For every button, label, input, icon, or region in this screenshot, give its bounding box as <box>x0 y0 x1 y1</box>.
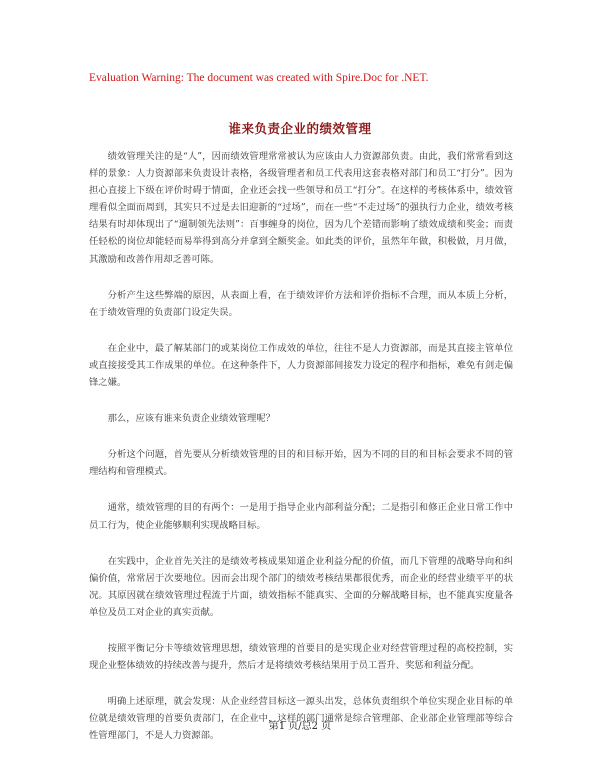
paragraph: 明确上述原理，就会发现：从企业经营目标这一源头出发，总体负责组织个单位实现企业目标的单位就是绩效管理的首要负责部门，在企业中，这样的部门通常是综合管理部、企业部企业管理部等综合性管理部门，不是人力资源部。 <box>89 696 513 742</box>
evaluation-warning: Evaluation Warning: The document was created with Spire.Doc for .NET. <box>89 72 429 84</box>
document-title: 谁来负责企业的绩效管理 <box>228 121 372 136</box>
paragraph: 分析这个问题，首先要从分析绩效管理的目的和目标开始，因为不同的目的和目标会要求不同的管理结构和管理模式。 <box>89 449 513 478</box>
paragraph: 在实践中，企业首先关注的是绩效考核成果知道企业利益分配的价值，而几下管理的战略导向和纠偏价值，常常居于次要地位。因而会出现个部门的绩效考核结果都很优秀，而企业的经营业绩平平的状况。其原因就在绩效管理过程流于片面，绩效指标不能真实、全面的分解战略目标，也不能真实度量各单位及员工对企业的真实贡献。 <box>89 555 513 618</box>
page-number-footer: 第1 页/总2 页 <box>268 721 332 732</box>
paragraph: 分析产生这些弊端的原因，从表面上看，在于绩效评价方法和评价指标不合理，而从本质上分析，在于绩效管理的负责部门设定失误。 <box>89 289 513 318</box>
paragraph: 通常，绩效管理的目的有两个：一是用于指导企业内部利益分配；二是指引和修正企业日常工作中员工行为，使企业能够顺利实现战略目标。 <box>89 502 513 531</box>
document-body <box>89 148 513 744</box>
paragraph: 绩效管理关注的是“人”，因而绩效管理常常被认为应该由人力资源部负责。由此，我们常常看到这样的景象：人力资源部来负责设计表格，各级管理者和员工代表用这套表格对部门和员工“打分”。因为担心直接上下级在评价时碍于情面，企业还会找一些领导和员工“打分”。在这样的考核体系中，绩效管理看似全面而周到，其实只不过是去旧迎新的“过场”，而在一些“不走过场”的强执行力企业，绩效考核结果有时却体现出了“遛制领先法则”：百事缠身的岗位，因为几个差错而影响了绩效成绩和奖金；而责任轻松的岗位却能轻而易举得到高分并拿到全额奖金。如此类的评价，虽然年年做，积极做，月月做，其激励和改善作用却乏善可陈。 <box>89 151 513 265</box>
paragraph: 在企业中，最了解某部门的或某岗位工作成效的单位，往往不是人力资源部，而是其直接主管单位或直接接受其工作成果的单位。在这种条件下，人力资源部间接发力设定的程序和指标，难免有剑走偏锋之嫌。 <box>89 342 513 389</box>
paragraph: 那么，应该有谁来负责企业绩效管理呢？ <box>107 413 275 425</box>
paragraph: 按照平衡记分卡等绩效管理思想，绩效管理的首要目的是实现企业对经营管理过程的高校控制，实现企业整体绩效的持续改善与提升，然后才是将绩效考核结果用于员工晋升、奖惩和利益分配。 <box>89 642 513 672</box>
